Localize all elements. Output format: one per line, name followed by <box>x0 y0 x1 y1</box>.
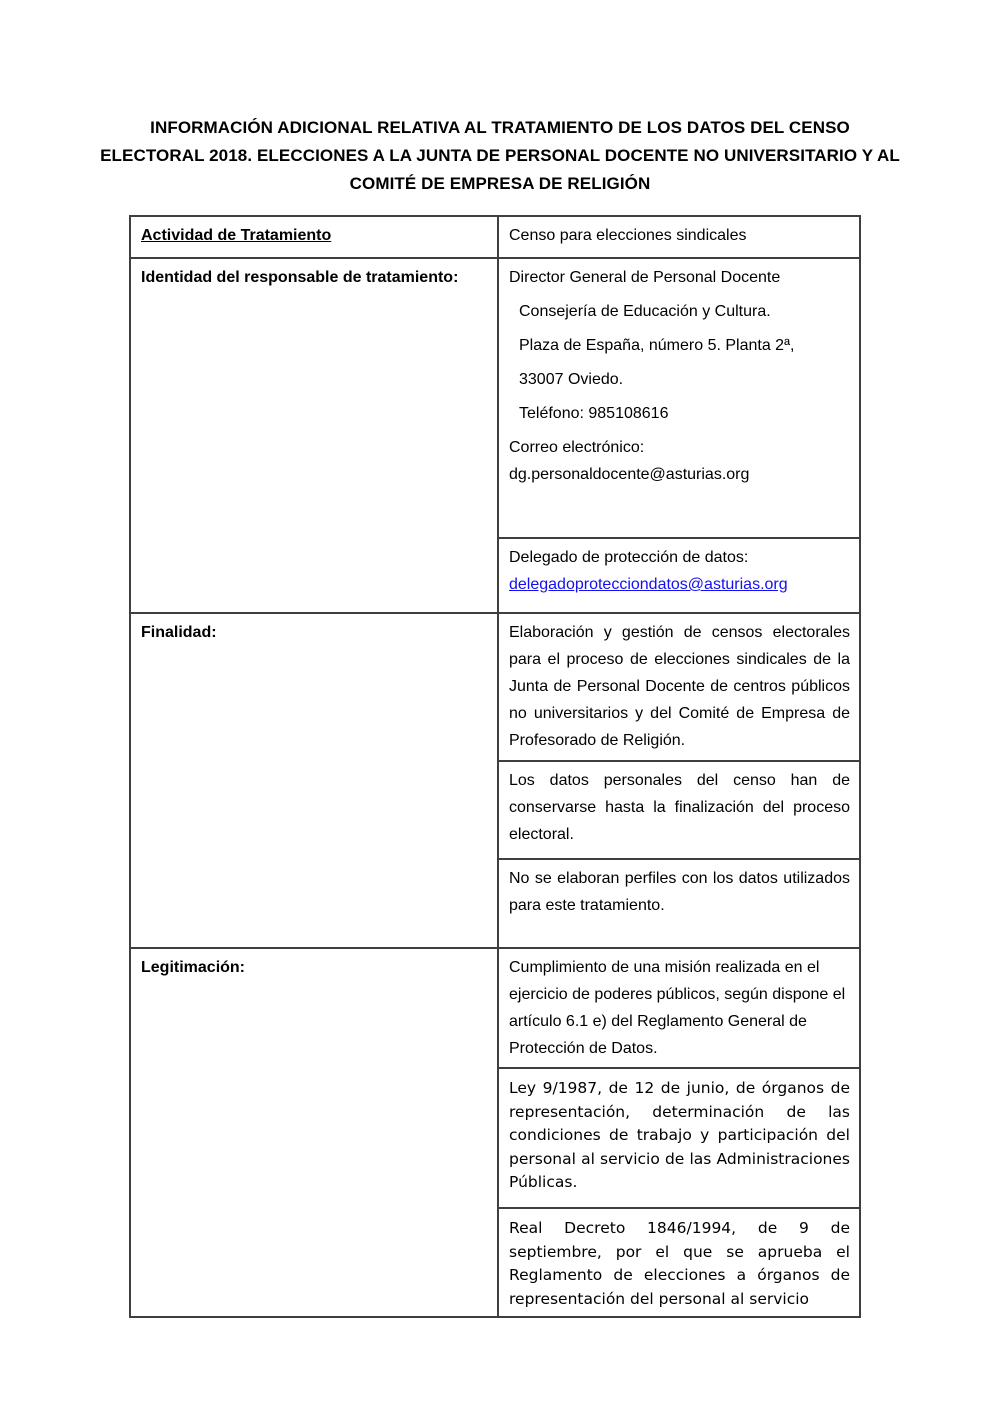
title-line-1: INFORMACIÓN ADICIONAL RELATIVA AL TRATAMIENTO DE LOS DATOS DEL CENSO <box>150 118 850 137</box>
controller-address-line: Plaza de España, número 5. Planta 2ª, <box>519 337 795 354</box>
legitimation-row <box>130 948 860 1068</box>
purpose-paragraph-3: No se elaboran perfiles con los datos utilizados para este tratamiento. <box>498 859 860 948</box>
legitimation-label-cell <box>130 948 498 1317</box>
activity-value: Censo para elecciones sindicales <box>498 216 860 258</box>
activity-label-cell <box>130 216 498 258</box>
controller-name: Director General de Personal Docente <box>509 269 781 286</box>
treatment-info-table <box>129 215 861 1318</box>
controller-email-label: Correo electrónico: <box>509 439 645 456</box>
controller-details-cell <box>498 258 860 538</box>
controller-address-line: 33007 Oviedo. <box>519 371 624 388</box>
dpo-label: Delegado de protección de datos: <box>509 549 749 566</box>
legitimation-paragraph-3: Real Decreto 1846/1994, de 9 de septiembre, por el que se aprueba el Reglamento de elecciones a órganos de representación del personal al servicio <box>498 1208 860 1317</box>
dpo-cell <box>498 538 860 613</box>
controller-phone: Teléfono: 985108616 <box>519 405 669 422</box>
activity-label: Actividad de Tratamiento <box>141 227 332 244</box>
controller-label: Identidad del responsable de tratamiento: <box>141 269 459 286</box>
purpose-label: Finalidad: <box>141 624 217 641</box>
document-title <box>0 114 1000 198</box>
legitimation-label: Legitimación: <box>141 959 246 976</box>
purpose-paragraph-1: Elaboración y gestión de censos electorales para el proceso de elecciones sindicales de la Junta de Personal Docente de centros públicos no universitarios y del Comité de Empresa de Profesorado de Religión. <box>498 613 860 761</box>
controller-email: dg.personaldocente@asturias.org <box>509 466 750 483</box>
title-line-3: COMITÉ DE EMPRESA DE RELIGIÓN <box>349 174 651 193</box>
activity-row <box>130 216 860 258</box>
controller-address-line: Consejería de Educación y Cultura. <box>519 303 771 320</box>
legitimation-paragraph-2: Ley 9/1987, de 12 de junio, de órganos de representación, determinación de las condiciones de trabajo y participación del personal al servicio de las Administraciones Públicas. <box>498 1068 860 1208</box>
title-line-2: ELECTORAL 2018. ELECCIONES A LA JUNTA DE PERSONAL DOCENTE NO UNIVERSITARIO Y AL <box>100 146 900 165</box>
controller-row <box>130 258 860 538</box>
legitimation-paragraph-1: Cumplimiento de una misión realizada en el ejercicio de poderes públicos, según dispone el artículo 6.1 e) del Reglamento General de Protección de Datos. <box>498 948 860 1068</box>
purpose-label-cell <box>130 613 498 948</box>
controller-label-cell <box>130 258 498 613</box>
dpo-email-link[interactable]: delegadoprotecciondatos@asturias.org <box>509 576 788 593</box>
purpose-row <box>130 613 860 761</box>
purpose-paragraph-2: Los datos personales del censo han de conservarse hasta la finalización del proceso electoral. <box>498 761 860 859</box>
